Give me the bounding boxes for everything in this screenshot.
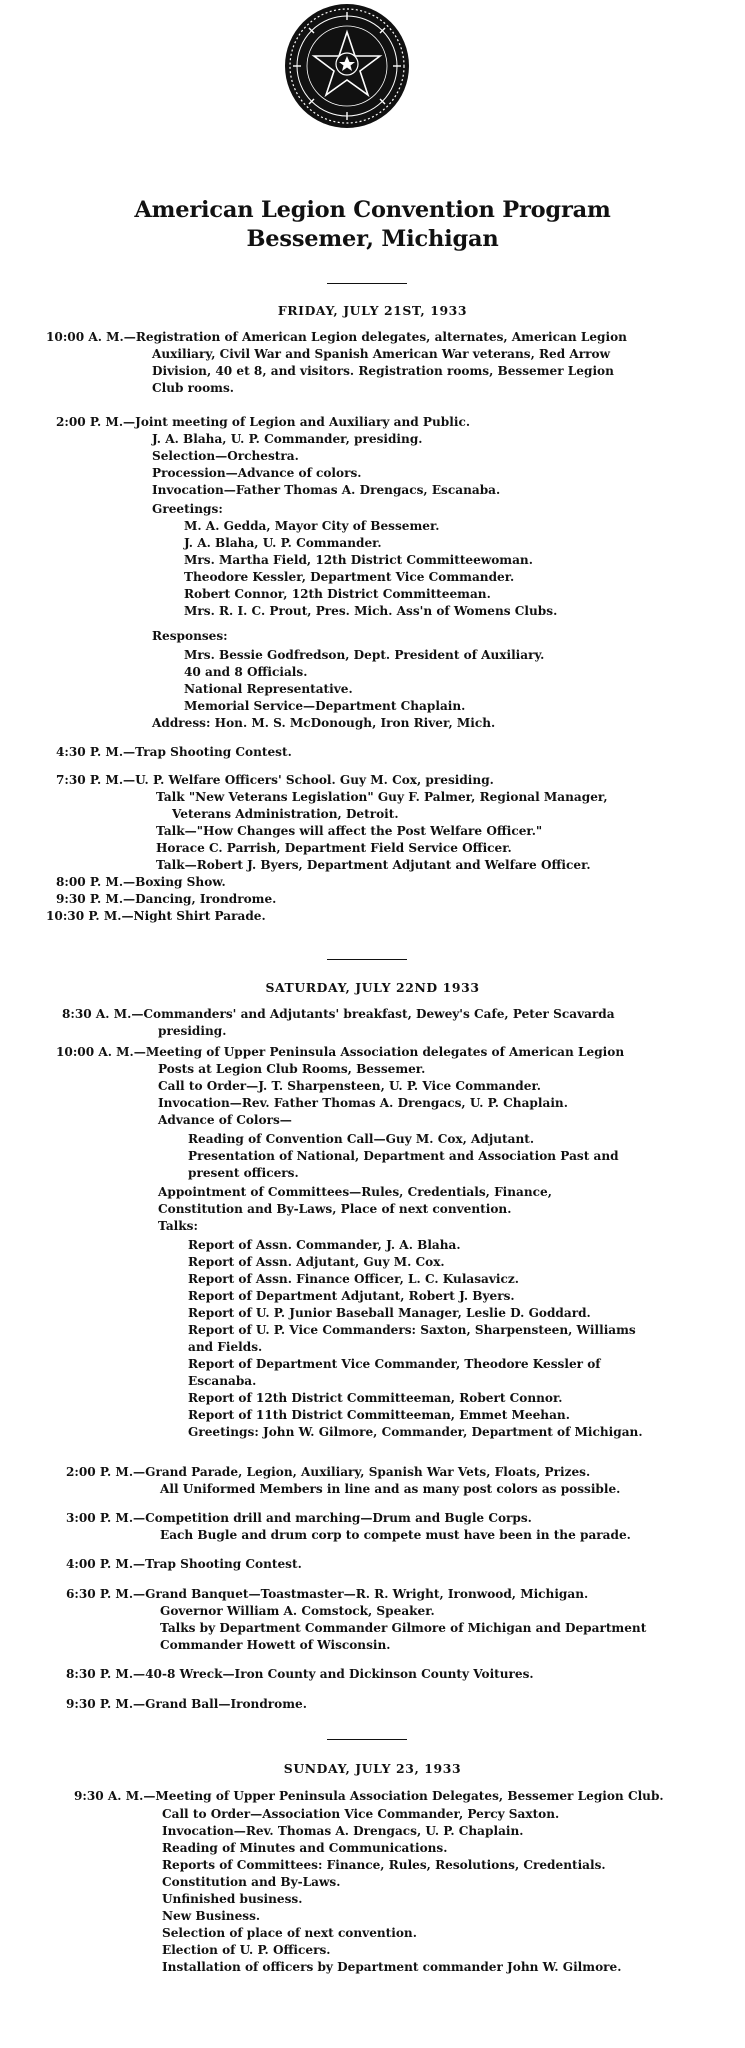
schedule-entry: 4:30 P. M.—Trap Shooting Contest. — [56, 745, 292, 759]
divider — [327, 1739, 407, 1740]
program-title: American Legion Convention Program — [134, 197, 611, 223]
schedule-entry: 9:30 A. M.—Meeting of Upper Peninsula Association Delegates, Bessemer Legion Club. — [74, 1789, 664, 1803]
schedule-entry: 6:30 P. M.—Grand Banquet—Toastmaster—R. R. Wright, Ironwood, Michigan. — [66, 1587, 589, 1601]
responses-label: Responses: — [152, 629, 228, 643]
entry-time: 9:30 A. M.— — [74, 1789, 156, 1803]
entry-time: 2:00 P. M.— — [66, 1465, 146, 1479]
address-line: Address: Hon. M. S. McDonough, Iron River, Mich. — [152, 716, 496, 730]
entry-details: Appointment of Committees—Rules, Credentials, Finance, Constitution and By-Laws, Place of next convention. Talks: — [158, 1185, 552, 1233]
entry-time: 4:30 P. M.— — [56, 745, 136, 759]
entry-continuation: Auxiliary, Civil War and Spanish American War veterans, Red Arrow Division, 40 et 8, and visitors. Registration rooms, Bessemer Legion Club rooms. — [152, 347, 614, 395]
entry-continuation: presiding. — [158, 1024, 227, 1038]
entry-time: 3:00 P. M.— — [66, 1511, 146, 1525]
schedule-entry: 9:30 P. M.—Grand Ball—Irondrome. — [66, 1697, 307, 1711]
greetings-list: M. A. Gedda, Mayor City of Bessemer. J. A. Blaha, U. P. Commander. Mrs. Martha Field, 12th District Committeewoman. Theodore Kessler, Department Vice Commander. Robert Connor, 12th District Committeeman. Mrs. R. I. C. Prout, Pres. Mich. Ass'n of Womens Clubs. — [184, 519, 558, 618]
schedule-entry: 7:30 P. M.—U. P. Welfare Officers' School. Guy M. Cox, presiding. — [56, 773, 494, 787]
entry-continuation: Posts at Legion Club Rooms, Bessemer. — [158, 1062, 426, 1076]
schedule-entry: 10:00 A. M.—Meeting of Upper Peninsula Association delegates of American Legion — [56, 1045, 625, 1059]
schedule-entry: 4:00 P. M.—Trap Shooting Contest. — [66, 1557, 302, 1571]
entry-time: 10:00 A. M.— — [56, 1045, 146, 1059]
entry-time: 8:30 A. M.— — [62, 1007, 144, 1021]
entry-details: Talk "New Veterans Legislation" Guy F. Palmer, Regional Manager, Veterans Administration, Detroit. Talk—"How Changes will affect the Post Welfare Officer." Horace C. Parrish, Department Field Service Officer. Talk—Robert J. Byers, Department Adjutant and Welfare Officer. — [156, 790, 608, 872]
schedule-entry: 10:00 A. M.—Registration of American Legion delegates, alternates, American Legion — [46, 330, 627, 344]
schedule-entry: 8:30 P. M.—40-8 Wreck—Iron County and Dickinson County Voitures. — [66, 1667, 534, 1681]
entry-time: 8:30 P. M.— — [66, 1667, 146, 1681]
entry-time: 4:00 P. M.— — [66, 1557, 146, 1571]
talks-list: Report of Assn. Commander, J. A. Blaha. Report of Assn. Adjutant, Guy M. Cox. Report of Assn. Finance Officer, L. C. Kulasavicz. Report of Department Adjutant, Robert J. Byers. Report of U. P. Junior Baseball Manager, Leslie D. Goddard. Report of U. P. Vice Commanders: Saxton, Sharpensteen, Williams and Fields. Report of Department Vice Commander, Theodore Kessler of Escanaba. Report of 12th District Committeeman, Robert Connor. Report of 11th District Committeeman, Emmet Meehan. Greetings: John W. Gilmore, Commander, Department of Michigan. — [188, 1238, 643, 1439]
entry-details: All Uniformed Members in line and as many post colors as possible. — [160, 1482, 621, 1496]
friday-heading: FRIDAY, JULY 21ST, 1933 — [277, 303, 468, 318]
schedule-entry: 8:00 P. M.—Boxing Show. 9:30 P. M.—Dancing, Irondrome. — [56, 875, 277, 906]
sunday-heading: SUNDAY, JULY 23, 1933 — [283, 1761, 462, 1776]
entry-time: 6:30 P. M.— — [66, 1587, 146, 1601]
schedule-entry: 8:30 A. M.—Commanders' and Adjutants' breakfast, Dewey's Cafe, Peter Scavarda — [62, 1007, 615, 1021]
american-legion-emblem-icon — [283, 2, 411, 130]
responses-list: Mrs. Bessie Godfredson, Dept. President of Auxiliary. 40 and 8 Officials. National Representative. Memorial Service—Department Chaplain. — [184, 648, 545, 713]
schedule-entry: 2:00 P. M.—Grand Parade, Legion, Auxiliary, Spanish War Vets, Floats, Prizes. — [66, 1465, 591, 1479]
divider — [327, 959, 407, 960]
entry-details: Call to Order—J. T. Sharpensteen, U. P. Vice Commander. Invocation—Rev. Father Thomas A. Drengacs, U. P. Chaplain. Advance of Colors— — [158, 1079, 568, 1127]
entry-time: 7:30 P. M.— — [56, 773, 136, 787]
entry-time: 10:30 P. M.— — [46, 909, 134, 923]
schedule-entry: 3:00 P. M.—Competition drill and marching—Drum and Bugle Corps. — [66, 1511, 532, 1525]
colors-details: Reading of Convention Call—Guy M. Cox, Adjutant. Presentation of National, Department and Association Past and present officers. — [188, 1132, 619, 1180]
entry-time: 2:00 P. M.— — [56, 415, 136, 429]
entry-details: Call to Order—Association Vice Commander, Percy Saxton. Invocation—Rev. Thomas A. Drengacs, U. P. Chaplain. Reading of Minutes and Communications. Reports of Committees: Finance, Rules, Resolutions, Credentials. Constitution and By-Laws. Unfinished business. New Business. Selection of place of next convention. Election of U. P. Officers. Installation of officers by Department commander John W. Gilmore. — [162, 1807, 622, 1974]
entry-time: 9:30 P. M.— — [56, 892, 136, 906]
entry-time: 8:00 P. M.— — [56, 875, 136, 889]
entry-details: Each Bugle and drum corp to compete must have been in the parade. — [160, 1528, 631, 1542]
entry-time: 9:30 P. M.— — [66, 1697, 146, 1711]
entry-details: J. A. Blaha, U. P. Commander, presiding. Selection—Orchestra. Procession—Advance of colors. Invocation—Father Thomas A. Drengacs, Escanaba. Greetings: — [152, 432, 501, 516]
entry-time: 10:00 A. M.— — [46, 330, 136, 344]
schedule-entry: 2:00 P. M.—Joint meeting of Legion and Auxiliary and Public. — [56, 415, 471, 429]
saturday-heading: SATURDAY, JULY 22ND 1933 — [265, 980, 480, 995]
schedule-entry: 10:30 P. M.—Night Shirt Parade. — [46, 909, 266, 923]
program-subtitle: Bessemer, Michigan — [246, 226, 499, 252]
entry-details: Governor William A. Comstock, Speaker. Talks by Department Commander Gilmore of Michigan and Department Commander Howett of Wisconsin. — [160, 1604, 647, 1652]
divider — [327, 283, 407, 284]
